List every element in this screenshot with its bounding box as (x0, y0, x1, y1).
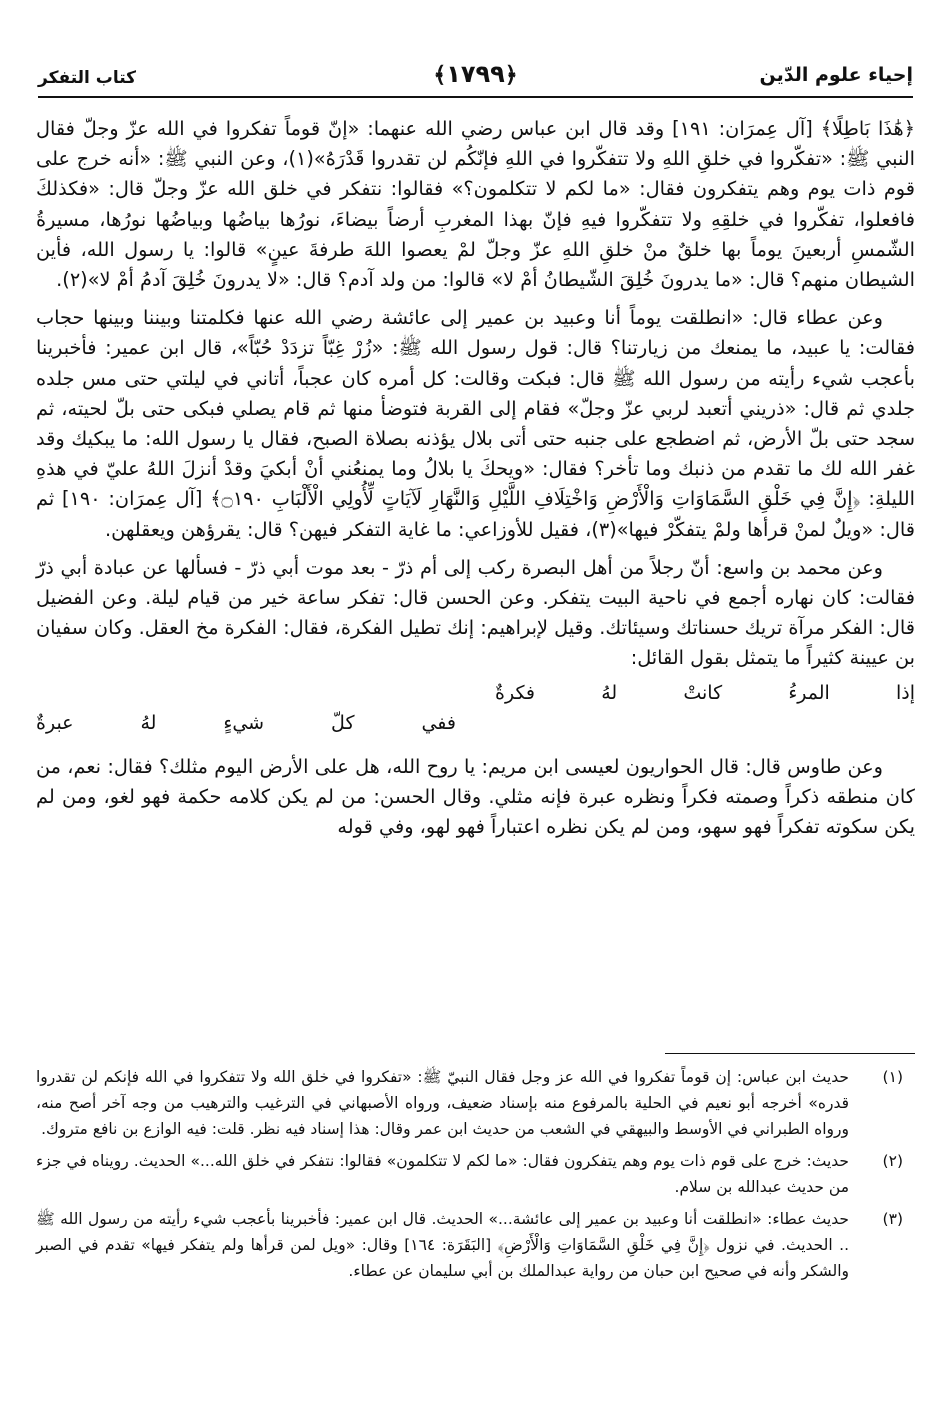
chapter-title: كتاب التفكر (38, 68, 137, 88)
paragraph-1: ﴿هَٰذَا بَاطِلًا﴾ [آل عِمرَان: ١٩١] وقد قال ابن عباس رضي الله عنهما: «إنّ قوماً تفكروا في الله عزّ وجلّ فقال النبي ﷺ: «تفكّروا في خلقِ اللهِ ولا تتفكّروا في اللهِ فإنّكُم لن تقدروا قَدْرَهُ»(١)، وعن النبي ﷺ: «أنه خرج على قوم ذات يوم وهم يتفكرون فقال: «ما لكم لا تتكلمون؟» فقالوا: نتفكر في خلق الله عزّ وجلّ قال: «فكذلكَ فافعلوا، تفكّروا في خلقِهِ ولا تتفكّروا فيهِ فإنّ بهذا المغربِ أرضاً بيضاءَ، نورُها بياضُها وبياضُها نورُها، مسيرةُ الشّمسِ أربعينَ يوماً بها خلقٌ منْ خلقِ اللهِ عزّ وجلّ لمْ يعصوا اللهَ طرفةَ عينٍ» قالوا: يا رسول الله، فأين الشيطان منهم؟ قال: «ما يدرونَ خُلِقَ الشّيطانُ أمْ لا» قالوا: من ولد آدم؟ قال: «لا يدرونَ خُلِقَ آدمُ أمْ لا»(٢). (36, 117, 916, 292)
footnote-number: (١) (882, 1068, 903, 1086)
footnote-text: حديث عطاء: «انطلقت أنا وعبيد بن عمير إلى عائشة...» الحديث. قال ابن عمير: فأخبرينا بأعجب شيء رأيته من رسول الله ﷺ .. الحديث. في نزول ﴿إِنَّ فِي خَلْقِ السَّمَاوَاتِ وَالْأَرْضِ﴾ [البَقَرَة: ١٦٤] وقال: «ويل لمن قرأها ولم يتفكر فيها» تقدم في الصبر والشكر وأنه في صحيح ابن حبان من رواية عبدالملك بن أبي سليمان عن عطاء. (36, 1210, 849, 1280)
page-number-value: ١٧٩٩ (446, 60, 505, 88)
footnote-1 (36, 1064, 915, 1142)
footnote-number: (٢) (882, 1152, 903, 1170)
page-number: ﴾١٧٩٩﴿ (433, 60, 518, 88)
footnote-number: (٣) (882, 1210, 903, 1228)
main-text (36, 114, 915, 850)
page-header (38, 52, 913, 102)
paragraph-3: وعن محمد بن واسع: أنّ رجلاً من أهل البصرة ركب إلى أم ذرّ - بعد موت أبي ذرّ - فسألها عن عبادة أبي ذرّ فقالت: كان نهاره أجمع في ناحية البيت يتفكر. وعن الحسن قال: تفكر ساعة خير من قيام ليلة. وعن الفضيل قال: الفكر مرآة تريك حسناتك وسيئاتك. وقيل لإبراهيم: إنك تطيل الفكرة، فقال: الفكرة مخ العقل. وكان سفيان بن عيينة كثيراً ما يتمثل بقول القائل: (36, 555, 915, 670)
footnote-2 (36, 1148, 915, 1200)
footnote-text: حديث: خرج على قوم ذات يوم وهم يتفكرون فقال: «ما لكم لا تتكلمون» فقالوا: نتفكر في خلق الله...» الحديث. رويناه في جزء من حديث عبدالله بن سلام. (36, 1152, 849, 1196)
footnote-3 (36, 1206, 915, 1284)
footnote-text: حديث ابن عباس: إن قوماً تفكروا في الله عز وجل فقال النبيّ ﷺ: «تفكروا في خلق الله ولا تتفكروا في الله فإنكم لن تقدروا قدره» أخرجه أبو نعيم في الحلية بالمرفوع منه بإسناد ضعيف، ورواه الأصبهاني في الترغيب والترهيب من وجه آخر أصح منه، ورواه الطبراني في الأوسط والبيهقي في الشعب من حديث ابن عمر وقال: هذا إسناد فيه نظر. قلت: فيه الوازع بن نافع متروك. (36, 1068, 849, 1138)
paragraph-2: وعن عطاء قال: «انطلقت يوماً أنا وعبيد بن عمير إلى عائشة رضي الله عنها فكلمتنا وبيننا وبينها حجاب فقالت: يا عبيد، ما يمنعك من زيارتنا؟ قال: قول رسول الله ﷺ: «زُرْ غِبّاً تزدَدْ حُبّاً»، قال ابن عمير: فأخبرينا بأعجب شيء رأيته من رسول الله ﷺ قال: فبكت وقالت: كل أمره كان عجباً، أتاني في ليلتي حتى مس جلده جلدي ثم قال: «ذريني أتعبد لربي عزّ وجلّ» فقام إلى القربة فتوضأ منها ثم قام يصلي فبكى حتى بلّ لحيته، ثم سجد حتى بلّ الأرض، ثم اضطجع على جنبه حتى أتى بلال يؤذنه بصلاة الصبح، فقال يا رسول الله: ما يبكيك وقد غفر الله لك ما تقدم من ذنبك وما تأخر؟ فقال: «ويحكَ يا بلالُ وما يمنعُني أنْ أبكيَ وقدْ أنزلَ اللهُ عليّ في هذهِ الليلةِ: ﴿إِنَّ فِي خَلْقِ السَّمَاوَاتِ وَالْأَرْضِ وَاخْتِلَافِ اللَّيْلِ وَالنَّهَارِ لَآيَاتٍ لِّأُولِي الْأَلْبَابِ ۝١٩٠﴾ [آل عِمرَان: ١٩٠] ثم قال: «ويلٌ لمنْ قرأها ولمْ يتفكّرْ فيها»(٣)، فقيل للأوزاعي: ما غاية التفكر فيهن؟ قال: يقرؤهن ويعقلهن. (36, 306, 915, 541)
poetry-verse (36, 682, 915, 744)
paragraph-4: وعن طاوس قال: قال الحواريون لعيسى ابن مريم: يا روح الله، هل على الأرض اليوم مثلك؟ فقال: نعم، من كان منطقه ذكراً وصمته فكراً ونظره عبرة فإنه مثلي. وقال الحسن: من لم يكن كلامه حكمة فهو لغو، ومن لم يكن سكوته تفكراً فهو سهو، ومن لم يكن نظره اعتباراً فهو لهو، وفي قوله (36, 754, 915, 839)
header-divider (38, 96, 913, 98)
footnote-divider (665, 1053, 915, 1054)
verse-second-hemistich: ففي كلّ شيءٍ لهُ عبرةٌ (36, 711, 456, 734)
verse-first-hemistich: إذا المرءُ كانتْ لهُ فكرةٌ (495, 681, 915, 704)
footnotes (36, 1064, 915, 1290)
book-title: إحياء علوم الدّين (759, 64, 913, 86)
